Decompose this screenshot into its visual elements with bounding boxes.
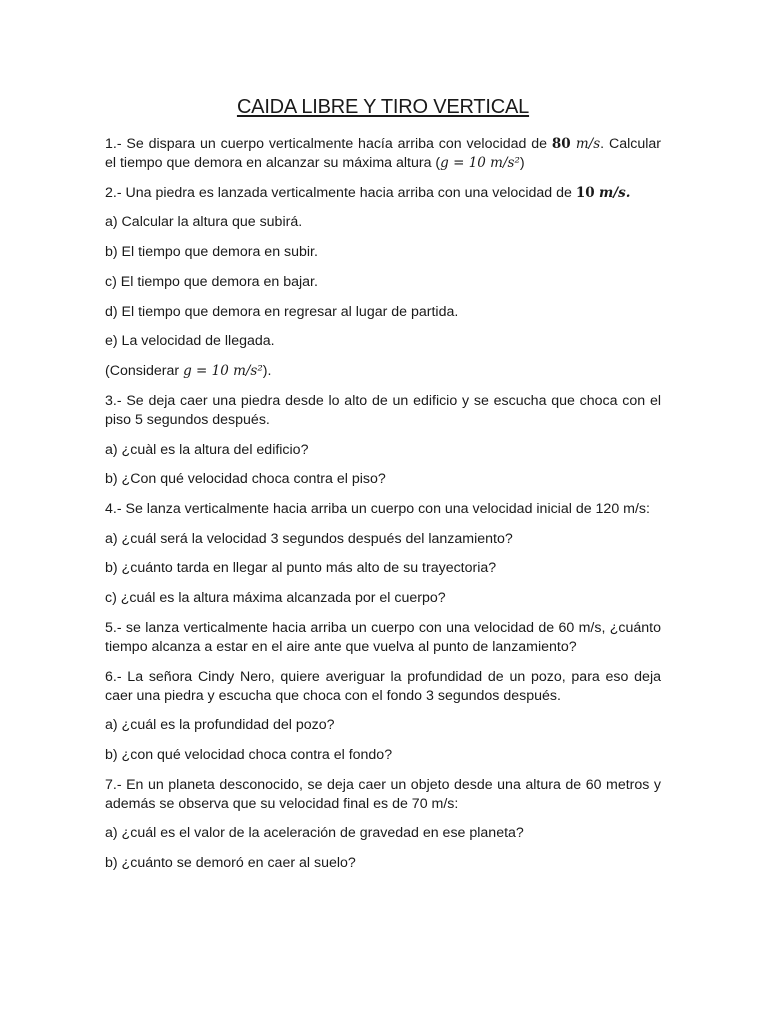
problem-1: 1.- Se dispara un cuerpo verticalmente hacía arriba con velocidad de 80 m/s. Calcular el tiempo que demora en alcanzar su máxima altura (g = 10 m/s²)	[105, 136, 661, 171]
problem-4: 4.- Se lanza verticalmente hacia arriba un cuerpo con una velocidad inicial de 120 m/s:	[105, 501, 650, 518]
problem-2-item-a: a) Calcular la altura que subirá.	[105, 214, 303, 231]
document-title: CAIDA LIBRE Y TIRO VERTICAL	[236, 96, 530, 118]
problem-1-text-a: 1.- Se dispara un cuerpo verticalmente hacía arriba con velocidad de	[105, 136, 552, 152]
problem-2-item-e: e) La velocidad de llegada.	[105, 333, 275, 350]
problem-3: 3.- Se deja caer una piedra desde lo alto de un edificio y se escucha que choca con el piso 5 segundos después.	[105, 393, 661, 429]
problem-2-item-d: d) El tiempo que demora en regresar al lugar de partida.	[105, 303, 459, 320]
problem-6-item-b: b) ¿con qué velocidad choca contra el fondo?	[105, 746, 393, 763]
problem-1-gravity: g = 10 m/s²	[440, 155, 520, 171]
problem-2-text: 2.- Una piedra es lanzada verticalmente hacia arriba con una velocidad de	[105, 184, 576, 201]
problem-2-speed: 10 m/s.	[575, 184, 631, 201]
problem-3-item-a: a) ¿cuàl es la altura del edificio?	[105, 441, 309, 458]
problem-2-item-c: c) El tiempo que demora en bajar.	[105, 273, 318, 290]
problem-1-speed: 80 m/s	[551, 136, 601, 152]
problem-6: 6.- La señora Cindy Nero, quiere averiguar la profundidad de un pozo, para eso deja caer una piedra y escucha que choca con el fondo 3 segundos después.	[105, 668, 661, 704]
problem-2	[105, 184, 661, 203]
document-page	[105, 96, 661, 884]
problem-4-item-c: c) ¿cuál es la altura máxima alcanzada por el cuerpo?	[105, 590, 446, 607]
problem-7-item-b: b) ¿cuánto se demoró en caer al suelo?	[105, 854, 356, 871]
problem-7: 7.- En un planeta desconocido, se deja caer un objeto desde una altura de 60 metros y además se observa que su velocidad final es de 70 m/s:	[105, 776, 661, 812]
problem-2-consider: (Considerar g = 10 m/s²).	[105, 363, 272, 380]
problem-3-item-b: b) ¿Con qué velocidad choca contra el piso?	[105, 471, 386, 488]
problem-7-item-a: a) ¿cuál es el valor de la aceleración de gravedad en ese planeta?	[105, 825, 524, 842]
problem-2-item-b: b) El tiempo que demora en subir.	[105, 244, 318, 261]
problem-6-item-a: a) ¿cuál es la profundidad del pozo?	[105, 717, 335, 734]
problem-5: 5.- se lanza verticalmente hacia arriba un cuerpo con una velocidad de 60 m/s, ¿cuánto tiempo alcanza a estar en el aire ante que vuelva al punto de lanzamiento?	[105, 620, 661, 656]
problem-2-gravity: g = 10 m/s²	[183, 363, 263, 380]
problem-4-item-a: a) ¿cuál será la velocidad 3 segundos después del lanzamiento?	[105, 530, 513, 547]
problem-1-text-b: . Calcular el tiempo que demora en alcanzar su máxima altura (	[105, 136, 661, 171]
problem-4-item-b: b) ¿cuánto tarda en llegar al punto más alto de su trayectoria?	[105, 560, 497, 577]
